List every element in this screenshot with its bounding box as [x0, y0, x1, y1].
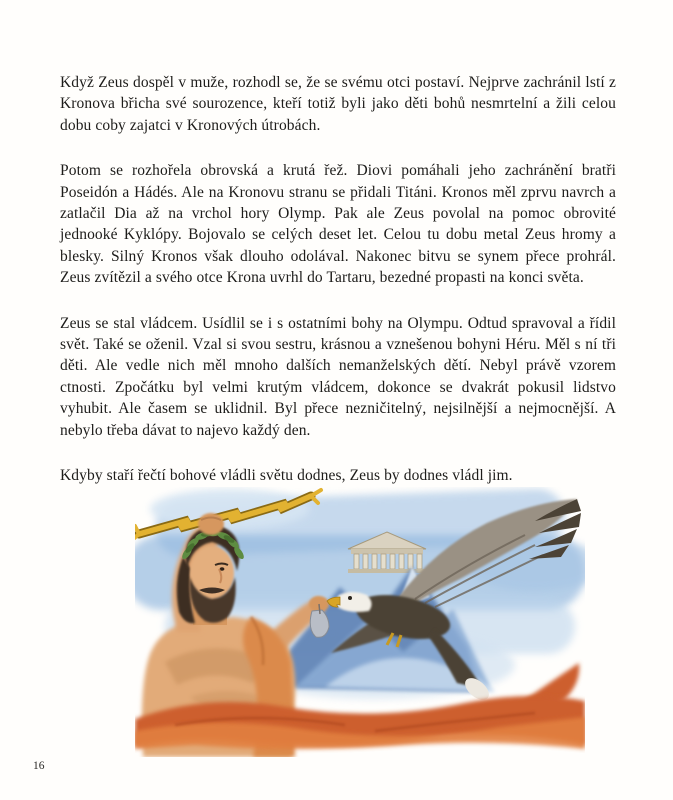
- page-number: 16: [33, 760, 45, 772]
- paragraph-4: Kdyby staří řečtí bohové vládli světu dodnes, Zeus by dodnes vládl jim.: [60, 467, 513, 485]
- body-text: [60, 72, 616, 487]
- paragraph-2: Potom se rozhořela obrovská a krutá řež. Diovi pomáhali jeho zachránění bratři Poseidón a Hádés. Ale na Kronovu stranu se přidali Titáni. Kronos měl zprvu navrch a zatlačil Dia až na vrchol hory Olymp. Pak ale Zeus povolal na pomoc obrovité jednooké Kyklópy. Bojovalo se celých deset let. Celou tu dobu metal Zeus hromy a blesky. Silný Kronos však dlouho odolával. Nakonec bitvu se synem přece prohrál. Zeus zvítězil a svého otce Krona uvrhl do Tartaru, bezedné propasti na konci světa.: [60, 162, 616, 287]
- eagle-head: [336, 592, 372, 612]
- paragraph-1: Když Zeus dospěl v muže, rozhodl se, že se svému otci postaví. Nejprve zachránil lstí z Kronova břicha své sourozence, kteří totiž byli jako děti bohů nesmrtelní a žili celou dobu coby zajatci v Kronových útrobách.: [60, 74, 616, 134]
- zeus-eagle-artwork: [135, 487, 585, 757]
- zeus-with-eagle-illustration: [135, 487, 585, 757]
- paragraph-3: Zeus se stal vládcem. Usídlil se i s ostatními bohy na Olympu. Odtud spravoval a řídil svět. Také se oženil. Vzal si svou sestru, krásnou a vznešenou bohyni Héru. Měl s ní tři děti. Ale vedle nich měl mnoho dalších nemanželských dětí. Nebyl právě vzorem ctnosti. Zpočátku byl velmi krutým vládcem, dokonce se dvakrát pokusil lidstvo vyhubit. Ale časem se uklidnil. Byl přece nezničitelný, nejsilnější a nejmocnější. A nebylo třeba dávat to najevo každý den.: [60, 314, 616, 439]
